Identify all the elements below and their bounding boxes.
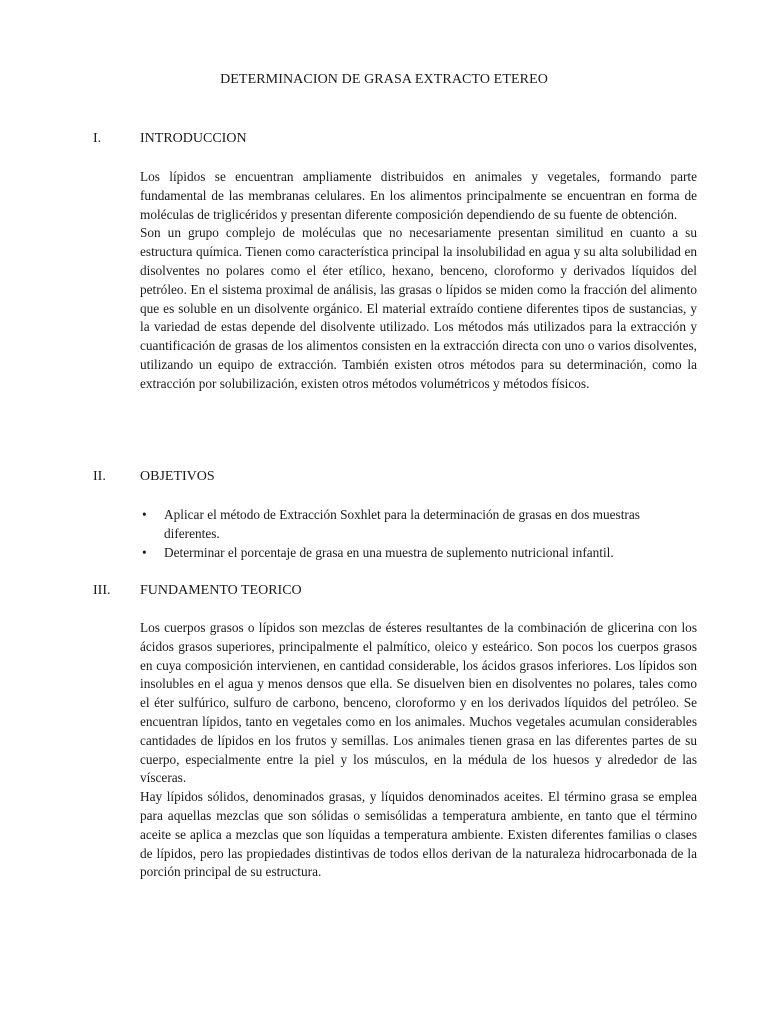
list-item-text: Determinar el porcentaje de grasa en una muestra de suplemento nutricional infantil. bbox=[164, 545, 614, 560]
bullet-icon: • bbox=[142, 545, 147, 560]
list-item bbox=[140, 505, 697, 543]
document-title: DETERMINACION DE GRASA EXTRACTO ETEREO bbox=[220, 72, 548, 87]
section-heading bbox=[93, 469, 697, 489]
bullet-icon: • bbox=[142, 507, 147, 522]
section-objetivos bbox=[93, 469, 697, 562]
paragraph: Los cuerpos grasos o lípidos son mezclas de ésteres resultantes de la combinación de glicerina con los ácidos grasos superiores, principalmente el palmítico, oleico y esteárico. Son pocos los cuerpos grasos en cuya composición intervienen, en cantidad considerable, los ácidos grasos inferiores. Los lípidos son insolubles en el agua y menos densos que ella. Se disuelven bien en disolventes no polares, tales como el éter sulfúrico, sulfuro de carbono, benceno, cloroformo y en los derivados líquidos del petróleo. Se encuentran lípidos, tanto en vegetales como en los animales. Muchos vegetales acumulan considerables cantidades de lípidos en los frutos y semillas. Los animales tienen grasa en las diferentes partes de su cuerpo, especialmente entre la piel y los músculos, en la médula de los huesos y alrededor de las vísceras. bbox=[140, 620, 697, 786]
section-number: I. bbox=[93, 131, 102, 146]
list-item-text: Aplicar el método de Extracción Soxhlet para la determinación de grasas en dos muestras diferentes. bbox=[164, 507, 640, 541]
section-title: OBJETIVOS bbox=[140, 469, 215, 484]
section-introduccion bbox=[93, 131, 697, 394]
section-fundamento-teorico bbox=[93, 583, 697, 882]
section-heading bbox=[93, 583, 697, 603]
objectives-list bbox=[140, 505, 697, 562]
section-heading bbox=[93, 131, 697, 151]
section-number: II. bbox=[93, 469, 106, 484]
paragraph: Son un grupo complejo de moléculas que no necesariamente presentan similitud en cuanto a su estructura química. Tienen como característica principal la insolubilidad en agua y su alta solubilidad en disolventes no polares como el éter etílico, hexano, benceno, cloroformo y derivados líquidos del petróleo. En el sistema proximal de análisis, las grasas o lípidos se miden como la fracción del alimento que es soluble en un disolvente orgánico. El material extraído contiene diferentes tipos de sustancias, y la variedad de estas depende del disolvente utilizado. Los métodos más utilizados para la extracción y cuantificación de grasas de los alimentos consisten en la extracción directa con uno o varios disolventes, utilizando un equipo de extracción. También existen otros métodos para su determinación, como la extracción por solubilización, existen otros métodos volumétricos y métodos físicos. bbox=[140, 225, 697, 391]
list-item bbox=[140, 543, 697, 562]
section-number: III. bbox=[93, 583, 111, 598]
section-title: INTRODUCCION bbox=[140, 131, 247, 146]
paragraph: Los lípidos se encuentran ampliamente distribuidos en animales y vegetales, formando parte fundamental de las membranas celulares. En los alimentos principalmente se encuentran en forma de moléculas de triglicéridos y presentan diferente composición dependiendo de su fuente de obtención. bbox=[140, 169, 697, 222]
paragraph: Hay lípidos sólidos, denominados grasas, y líquidos denominados aceites. El término grasa se emplea para aquellas mezclas que son sólidas o semisólidas a temperatura ambiente, en tanto que el término aceite se aplica a mezclas que son líquidas a temperatura ambiente. Existen diferentes familias o clases de lípidos, pero las propiedades distintivas de todos ellos derivan de la naturaleza hidrocarbonada de la porción principal de su estructura. bbox=[140, 789, 697, 880]
section-title: FUNDAMENTO TEORICO bbox=[140, 583, 302, 598]
